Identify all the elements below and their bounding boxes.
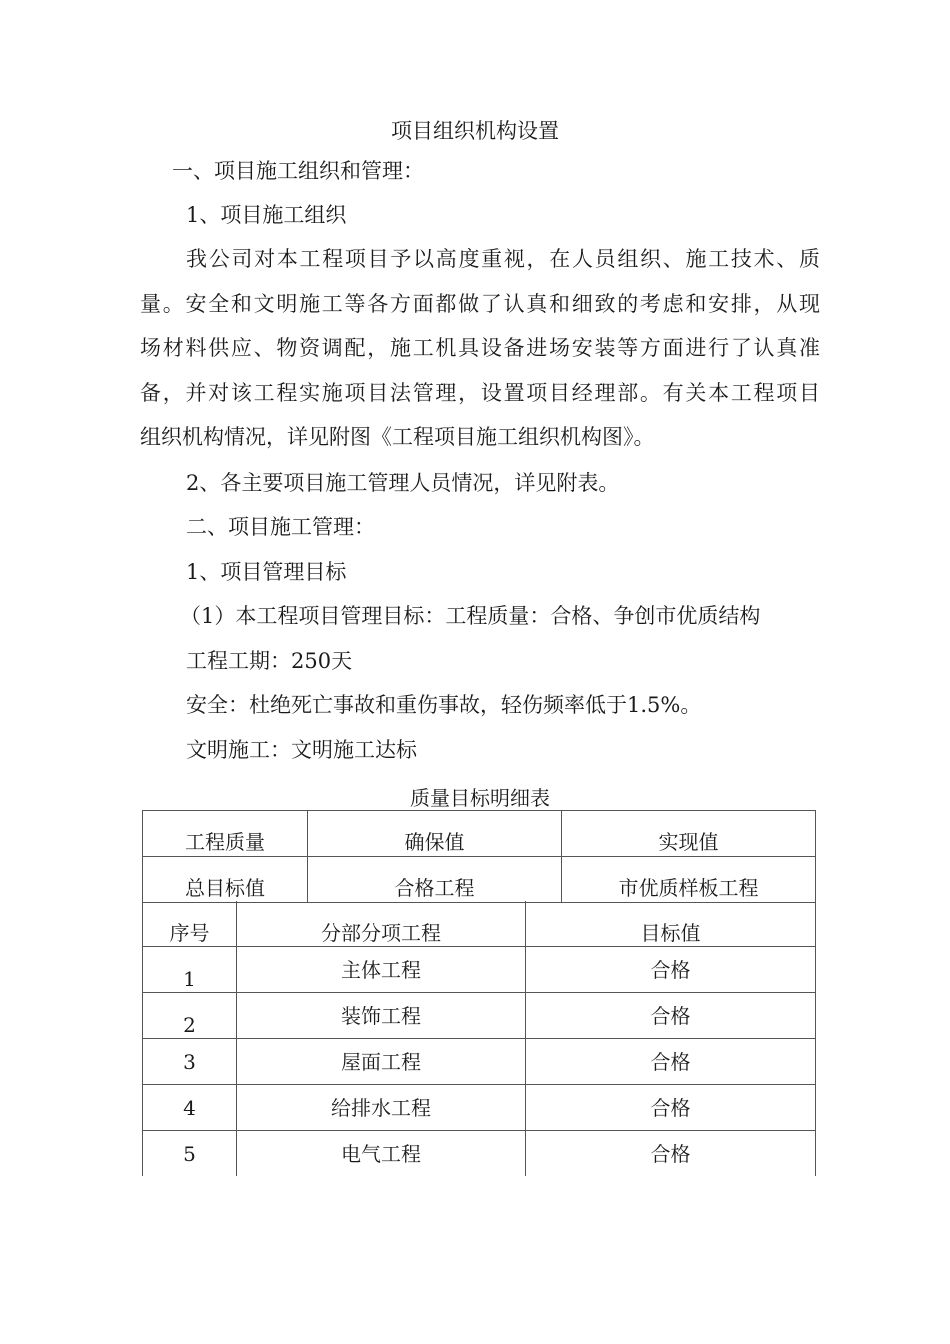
table-header-cell: 目标值: [526, 901, 816, 947]
table-cell: 合格: [526, 1085, 816, 1131]
table-cell: 合格: [526, 1039, 816, 1085]
table-cell: 给排水工程: [237, 1085, 526, 1131]
section2-heading: 二、项目施工管理：: [186, 515, 375, 539]
table-row: [143, 857, 816, 903]
item1-heading: 1、项目施工组织: [186, 203, 347, 227]
item2-text: 2、各主要项目施工管理人员情况，详见附表。: [186, 471, 620, 495]
goal-civilized: 文明施工：文明施工达标: [186, 738, 417, 762]
table-cell: 合格: [526, 947, 816, 993]
table-header-cell: 实现值: [562, 811, 816, 857]
table-cell: 合格工程: [308, 857, 562, 903]
section1-heading: 一、项目施工组织和管理：: [172, 159, 424, 183]
table-cell: 3: [143, 1039, 237, 1085]
table-cell: 装饰工程: [237, 993, 526, 1039]
table-cell: 主体工程: [237, 947, 526, 993]
table-cell: 总目标值: [143, 857, 308, 903]
paragraph-line: 量。安全和文明施工等各方面都做了认真和细致的考虑和安排，从现: [140, 291, 820, 316]
table-row: [143, 993, 816, 1039]
table-cell: 4: [143, 1085, 237, 1131]
table-caption: 质量目标明细表: [410, 786, 550, 810]
table-header-cell: 分部分项工程: [237, 901, 526, 947]
org-paragraph: [140, 244, 820, 467]
table-row: [143, 947, 816, 993]
table-header-cell: 工程质量: [143, 811, 308, 857]
goal-duration: 工程工期：250天: [186, 649, 353, 673]
table-cell: 屋面工程: [237, 1039, 526, 1085]
table-cell: 2: [143, 993, 237, 1039]
table-header-cell: 确保值: [308, 811, 562, 857]
table-cell: 市优质样板工程: [562, 857, 816, 903]
paragraph-line: 我公司对本工程项目予以高度重视，在人员组织、施工技术、质: [186, 247, 820, 271]
table-row: [143, 1131, 816, 1177]
goal-safety: 安全：杜绝死亡事故和重伤事故，轻伤频率低于1.5%。: [186, 693, 702, 717]
paragraph-line: 场材料供应、物资调配，施工机具设备进场安装等方面进行了认真准: [140, 336, 820, 360]
table-cell: 5: [143, 1131, 237, 1177]
table-cell: 电气工程: [237, 1131, 526, 1177]
paragraph-line: 备，并对该工程实施项目法管理，设置项目经理部。有关本工程项目: [140, 380, 820, 405]
table-header-cell: 序号: [143, 901, 237, 947]
table-cell: 合格: [526, 1131, 816, 1177]
quality-summary-table: [142, 810, 816, 903]
table-cell: 合格: [526, 993, 816, 1039]
goal-heading: 1、项目管理目标: [186, 560, 347, 584]
table-header-row: [143, 901, 816, 947]
table-header-row: [143, 811, 816, 857]
quality-detail-table: [142, 901, 816, 1176]
goal-quality: （1）本工程项目管理目标：工程质量：合格、争创市优质结构: [180, 604, 761, 628]
table-row: [143, 1039, 816, 1085]
page-title: 项目组织机构设置: [391, 119, 559, 143]
paragraph-line: 组织机构情况，详见附图《工程项目施工组织机构图》。: [140, 425, 655, 449]
table-cell: 1: [143, 947, 237, 993]
table-row: [143, 1085, 816, 1131]
